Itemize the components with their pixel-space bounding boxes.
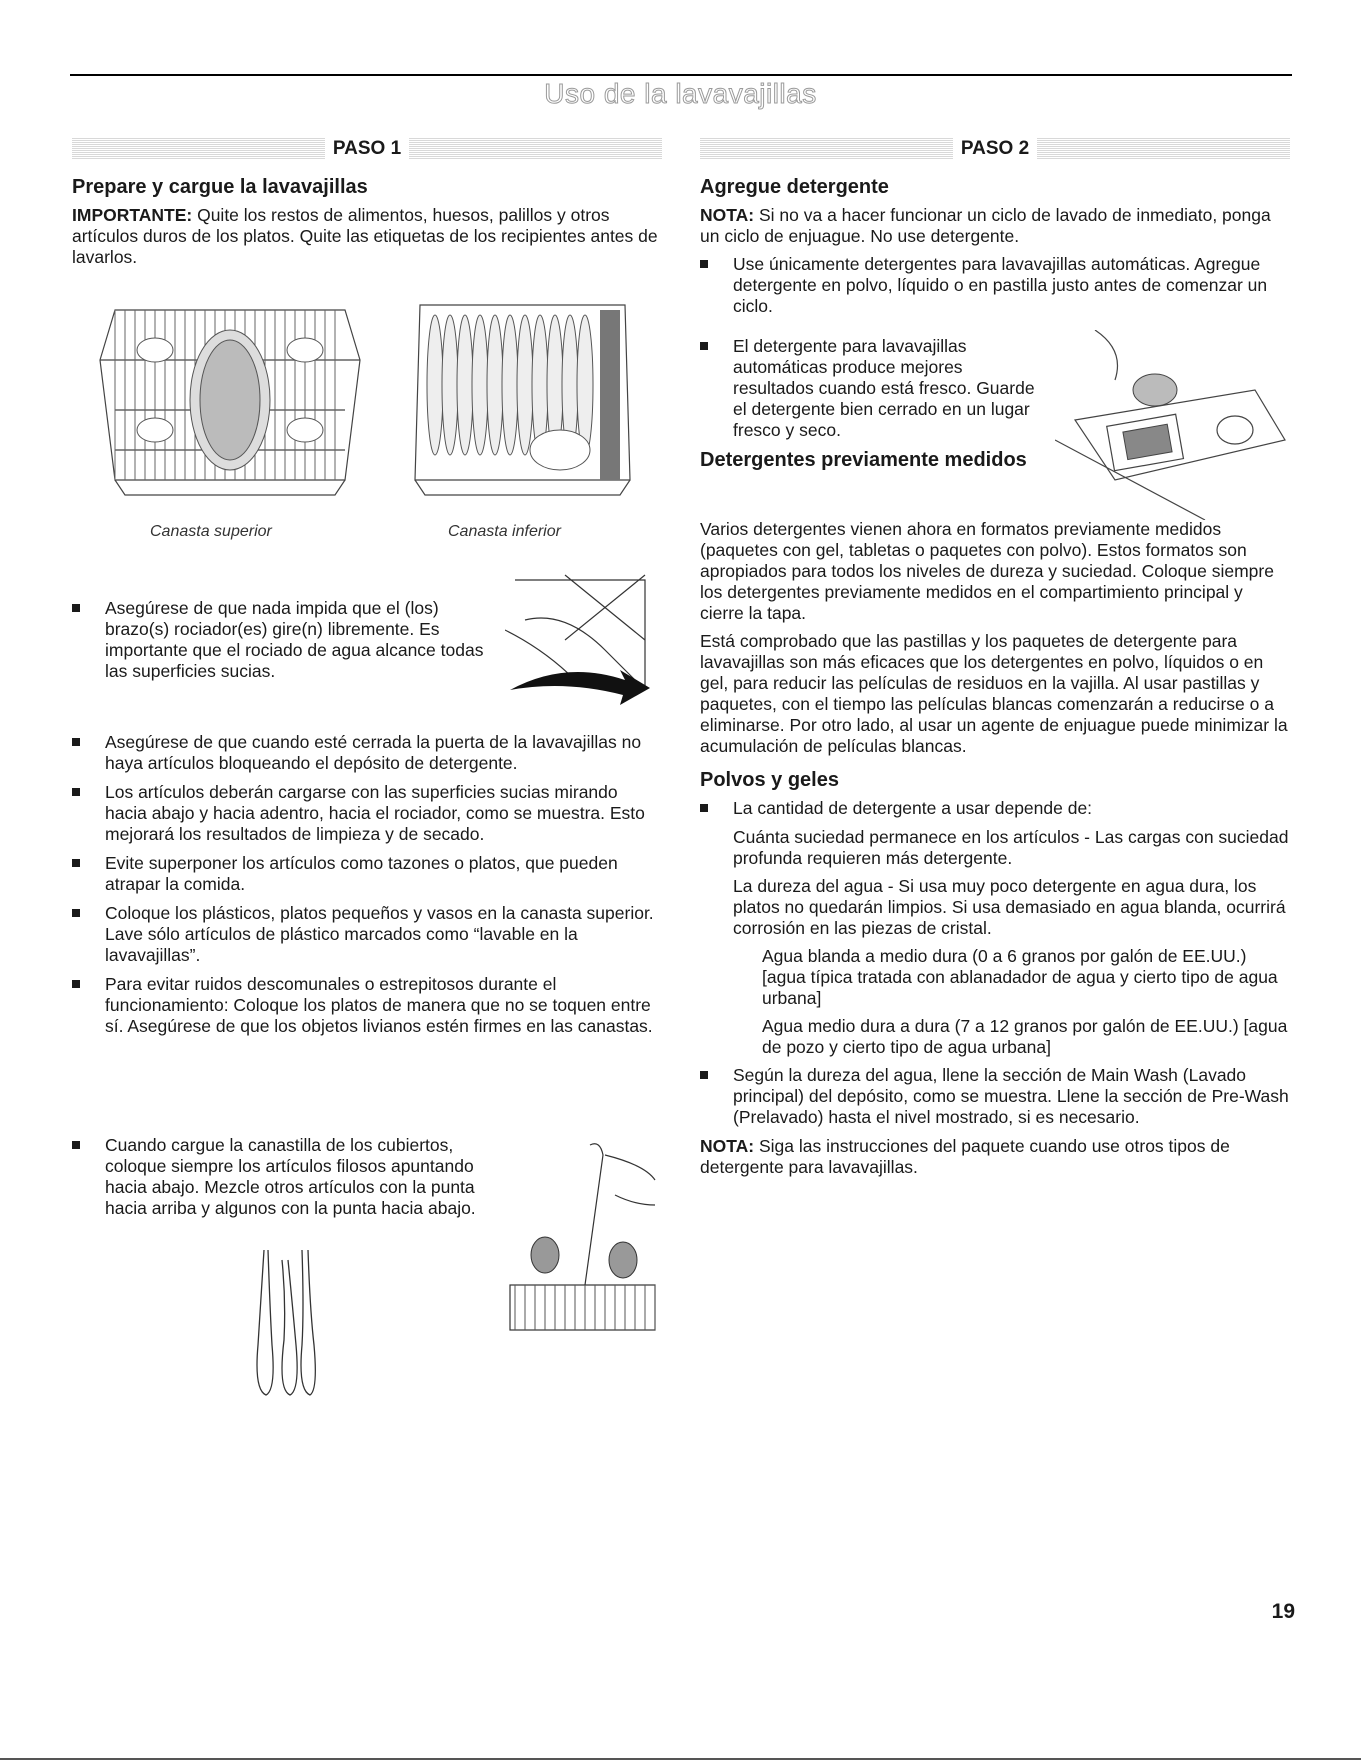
subsub-hard-water: Agua medio dura a dura (7 a 12 granos por galón de EE.UU.) [agua de pozo y cierto tipo de agua urbana]: [762, 1016, 1288, 1057]
paso-2-label: PASO 2: [953, 138, 1037, 160]
right-column-fresh: [700, 336, 1045, 478]
bullet-fresh-detergent: El detergente para lavavajillas automáticas produce mejores resultados cuando está fresco. Guarde el detergente bien cerrado en un lugar fresco y seco.: [700, 336, 1045, 441]
cutlery-basket-illustration: [505, 1135, 660, 1335]
section-heading-premeasured: Detergentes previamente medidos: [700, 449, 1027, 471]
nota-1-label: NOTA:: [700, 205, 755, 225]
spray-arm-illustration: [505, 570, 660, 720]
bullet-7-wrap: [72, 1135, 512, 1227]
bullet-door-closed: Asegúrese de que cuando esté cerrada la puerta de la lavavajillas no haya artículos bloqueando el depósito de detergente.: [72, 732, 662, 774]
subsub-soft-water: Agua blanda a medio dura (0 a 6 granos por galón de EE.UU.) [agua típica tratada con ablanadador de agua y cierto tipo de agua urbana]: [762, 946, 1278, 1008]
page-title: Uso de la lavavajillas: [544, 78, 817, 109]
important-paragraph: [72, 205, 662, 268]
bullet-fill-sections: Según la dureza del agua, llene la sección de Main Wash (Lavado principal) del depósito, como se muestra. Llene la sección de Pre-Wash (Prelavado) hasta el nivel mostrado, si es necesario.: [700, 1065, 1290, 1128]
right-column-mid: [700, 519, 1290, 1185]
top-rule: [70, 74, 1292, 76]
upper-basket-illustration: [95, 290, 365, 505]
bullet-loading: Los artículos deberán cargarse con las superficies sucias mirando hacia abajo y hacia adentro, hacia el rociador, como se muestra. Esto mejorará los resultados de limpieza y de secado.: [72, 782, 662, 845]
detergent-dispenser-illustration: [1055, 330, 1290, 520]
nota-2-text: Siga las instrucciones del paquete cuando use otros tipos de detergente para lavavajillas.: [700, 1136, 1230, 1177]
right-column-top: [700, 176, 1290, 325]
bullet-spray-arm: Asegúrese de que nada impida que el (los) brazo(s) rociador(es) gire(n) libremente. Es importante que el rociado de agua alcance todas las superficies sucias.: [72, 598, 492, 682]
nota-2: [700, 1136, 1290, 1178]
cutlery-spoons-illustration: [252, 1250, 322, 1400]
bullet-noise: Para evitar ruidos descomunales o estrepitosos durante el funcionamiento: Coloque los platos de manera que no se toquen entre sí. Asegúrese de que los objetos livianos estén firmes en las canastas.: [72, 974, 662, 1037]
paso-1-label: PASO 1: [325, 138, 409, 160]
nota-2-label: NOTA:: [700, 1136, 755, 1156]
premeasured-paragraph-1: Varios detergentes vienen ahora en formatos previamente medidos (paquetes con gel, tabletas o paquetes con polvo). Estos formatos son apropiados para todos los niveles de dureza y suciedad. Coloque siempre los detergentes previamente medidos en el compartimiento principal y cierre la tapa.: [700, 519, 1274, 623]
page-number: 19: [1271, 1600, 1295, 1623]
section-heading-prepare: Prepare y cargue la lavavajillas: [72, 176, 368, 198]
bottom-rule: [0, 1758, 1361, 1760]
nota-1: [700, 205, 1290, 247]
left-column: [72, 176, 662, 275]
paso-2-bar: [700, 138, 1290, 160]
important-text: Quite los restos de alimentos, huesos, palillos y otros artículos duros de los platos. Quite las etiquetas de los recipientes antes de lavarlos.: [72, 205, 658, 267]
paso-1-bar: [72, 138, 662, 160]
section-heading-detergent: Agregue detergente: [700, 176, 889, 198]
section-heading-powders: Polvos y geles: [700, 769, 839, 791]
caption-lower-basket: Canasta inferior: [448, 523, 561, 540]
bullet-overlap: Evite superponer los artículos como tazones o platos, que pueden atrapar la comida.: [72, 853, 662, 895]
sub-soil: Cuánta suciedad permanece en los artículos - Las cargas con suciedad profunda requieren más detergente.: [733, 827, 1289, 868]
left-bullets: [72, 732, 662, 1045]
bullet-automatic-detergent: Use únicamente detergentes para lavavajillas automáticas. Agregue detergente en polvo, líquido o en pastilla justo antes de comenzar un ciclo.: [700, 254, 1290, 317]
premeasured-paragraph-2: Está comprobado que las pastillas y los paquetes de detergente para lavavajillas son más eficaces que los detergentes en polvo, líquidos o en gel, para reducir las películas de residuos en la vajilla. Al usar pastillas y paquetes, con el tiempo las películas blancas comenzarán a reducirse o a eliminarse. Por otro lado, al usar un agente de enjuague puede minimizar la acumulación de películas blancas.: [700, 631, 1288, 756]
sub-hardness: La dureza del agua - Si usa muy poco detergente en agua dura, los platos no quedarán limpios. Si usa demasiado en agua blanda, ocurrirá corrosión en las piezas de cristal.: [733, 876, 1286, 938]
bullet-cutlery: Cuando cargue la canastilla de los cubiertos, coloque siempre los artículos filosos apuntando hacia abajo. Mezcle otros artículos con la punta hacia arriba y algunos con la punta hacia abajo.: [72, 1135, 512, 1219]
caption-upper-basket: Canasta superior: [150, 523, 272, 540]
bullet-plastics: Coloque los plásticos, platos pequeños y vasos en la canasta superior. Lave sólo artículos de plástico marcados como “lavable en la lavavajillas”.: [72, 903, 662, 966]
bullet-1-wrap: [72, 598, 492, 690]
nota-1-text: Si no va a hacer funcionar un ciclo de lavado de inmediato, ponga un ciclo de enjuague. No use detergente.: [700, 205, 1271, 246]
lower-basket-illustration: [410, 290, 635, 500]
bullet-amount: La cantidad de detergente a usar depende de:: [700, 798, 1290, 819]
important-label: IMPORTANTE:: [72, 205, 193, 225]
